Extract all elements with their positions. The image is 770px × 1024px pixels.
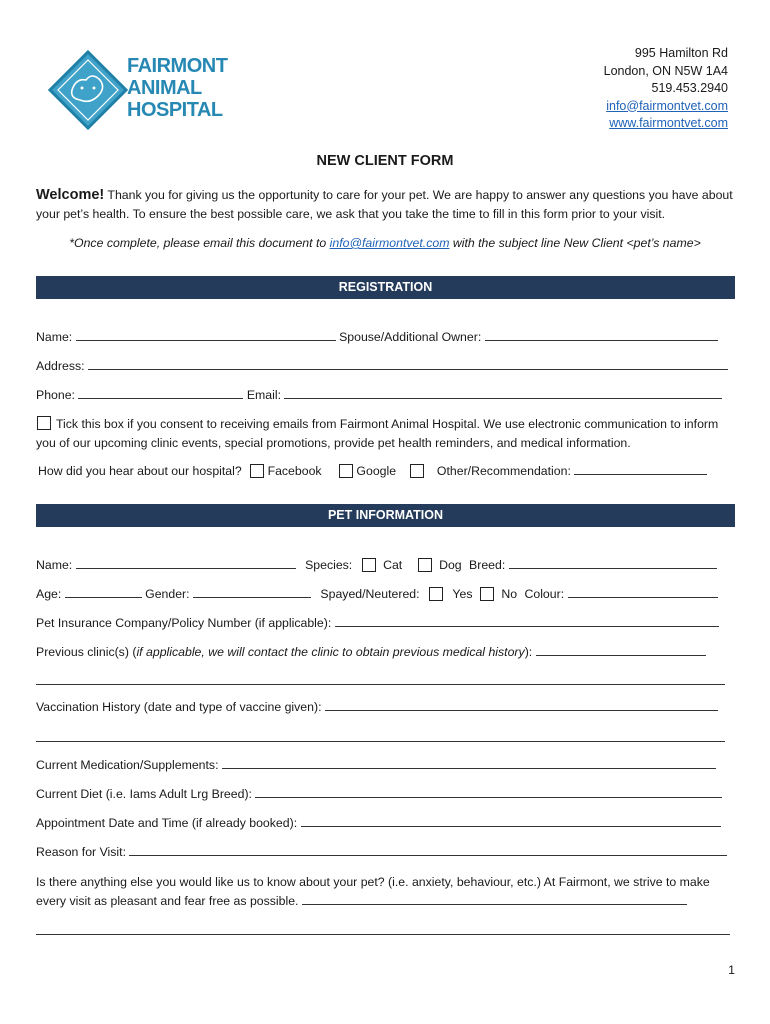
colour-field[interactable] (568, 586, 718, 598)
logo (48, 50, 128, 130)
intro-text: Thank you for giving us the opportunity to care for your pet. We are happy to answer any questions you have about your pet’s health. To ensure the best possible care, we ask that you take the time to fill in this form prior to your visit. (36, 188, 733, 221)
paw-diamond-icon (48, 50, 128, 130)
age-field[interactable] (65, 586, 142, 598)
reason-row: Reason for Visit: (36, 844, 727, 859)
other-checkbox[interactable] (410, 464, 424, 478)
vaccination-row-2 (36, 730, 725, 745)
referral-row: How did you hear about our hospital? Facebook Google Other/Recommendation: (38, 463, 707, 478)
dog-checkbox[interactable] (418, 558, 432, 572)
cat-checkbox[interactable] (362, 558, 376, 572)
spayed-no-checkbox[interactable] (480, 587, 494, 601)
address-row: Address: (36, 358, 728, 373)
pet-name-field[interactable] (76, 557, 296, 569)
consent-text: Tick this box if you consent to receiving emails from Fairmont Animal Hospital. We use electronic communication to inform you of our upcoming clinic events, special promotions, provide pet health reminders, and medical information. (36, 417, 719, 450)
medication-field[interactable] (222, 757, 716, 769)
diet-field[interactable] (255, 786, 722, 798)
anything-else-row-2 (36, 923, 730, 938)
street-address: 995 Hamilton Rd (634, 46, 728, 60)
anything-else-text: Is there anything else you would like us to know about your pet? (i.e. anxiety, behaviour, etc.) At Fairmont, we strive to make every visit as pleasant and fear free as possible. (36, 875, 710, 908)
note-email-link[interactable]: info@fairmontvet.com (329, 236, 450, 250)
breed-field[interactable] (509, 557, 717, 569)
vaccination-row: Vaccination History (date and type of vaccine given): (36, 699, 718, 714)
insurance-row: Pet Insurance Company/Policy Number (if applicable): (36, 615, 719, 630)
vaccination-field[interactable] (325, 699, 718, 711)
previous-clinic-row-2 (36, 673, 725, 688)
pet-information-header: PET INFORMATION (36, 504, 735, 527)
phone-number: 519.453.2940 (651, 81, 728, 95)
spayed-yes-checkbox[interactable] (429, 587, 443, 601)
phone-field[interactable] (78, 387, 243, 399)
diet-row: Current Diet (i.e. Iams Adult Lrg Breed): (36, 786, 722, 801)
submission-note: *Once complete, please email this document to info@fairmontvet.com with the subject line New Client <pet’s name> (69, 236, 701, 250)
anything-else-field[interactable] (302, 893, 687, 905)
email-link[interactable]: info@fairmontvet.com (606, 98, 728, 113)
reason-field[interactable] (129, 844, 727, 856)
previous-clinic-row: Previous clinic(s) (if applicable, we will contact the clinic to obtain previous medical history): (36, 644, 706, 659)
anything-else-field-2[interactable] (36, 923, 730, 935)
email-field[interactable] (284, 387, 722, 399)
website-link[interactable]: www.fairmontvet.com (609, 116, 728, 130)
contact-info (604, 45, 728, 133)
registration-header: REGISTRATION (36, 276, 735, 299)
page-title: NEW CLIENT FORM (316, 153, 454, 169)
address-field[interactable] (88, 358, 728, 370)
medication-row: Current Medication/Supplements: (36, 757, 716, 772)
phone-email-row: Phone: Email: (36, 387, 722, 402)
facebook-checkbox[interactable] (250, 464, 264, 478)
page-number: 1 (728, 963, 735, 977)
owner-name-row: Name: Spouse/Additional Owner: (36, 329, 718, 344)
owner-name-field[interactable] (76, 329, 336, 341)
other-referral-field[interactable] (574, 463, 707, 475)
google-checkbox[interactable] (339, 464, 353, 478)
insurance-field[interactable] (335, 615, 719, 627)
city-address: London, ON N5W 1A4 (603, 63, 728, 78)
gender-field[interactable] (193, 586, 311, 598)
previous-clinic-field-2[interactable] (36, 673, 725, 685)
intro-paragraph (36, 186, 736, 224)
previous-clinic-field[interactable] (536, 644, 706, 656)
pet-age-row: Age: Gender: Spayed/Neutered: Yes No Colour: (36, 586, 718, 601)
vaccination-field-2[interactable] (36, 730, 725, 742)
welcome-heading: Welcome! (36, 187, 105, 203)
pet-name-row: Name: Species: Cat Dog Breed: (36, 557, 717, 572)
appointment-row: Appointment Date and Time (if already booked): (36, 815, 721, 830)
spouse-field[interactable] (485, 329, 718, 341)
appointment-field[interactable] (301, 815, 721, 827)
logo-wordmark: FAIRMONT ANIMAL HOSPITAL (127, 55, 228, 121)
